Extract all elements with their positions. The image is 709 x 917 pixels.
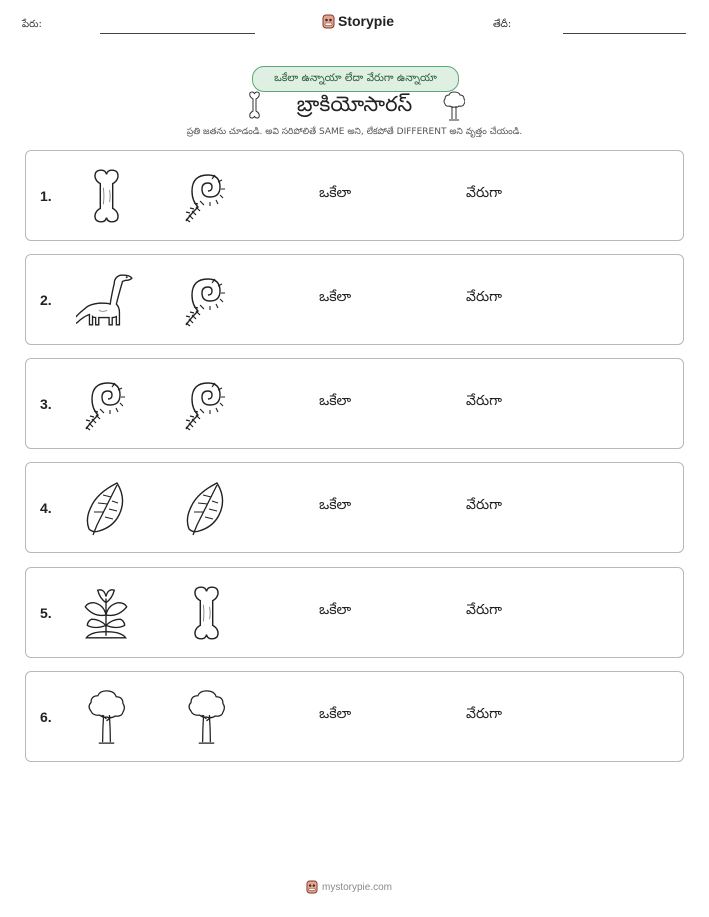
storypie-logo-icon [306,880,318,894]
question-number: 3. [40,396,52,412]
brand-name: Storypie [338,13,395,29]
same-option[interactable]: ఒకేలా [319,497,352,513]
question-number: 1. [40,188,52,204]
name-label: పేరు: [22,19,42,30]
footer [306,880,392,894]
tree-icon [187,688,226,746]
leaf-icon [83,479,129,537]
different-option[interactable]: వేరుగా [466,497,502,513]
leaf-icon [183,479,229,537]
different-option[interactable]: వేరుగా [466,393,502,409]
bone-icon [191,584,222,642]
same-option[interactable]: ఒకేలా [319,602,352,618]
bone-icon [91,167,122,225]
fern-icon [182,271,230,329]
worksheet-category-pill: ఒకేలా ఉన్నాయా లేదా వేరుగా ఉన్నాయా [252,66,459,92]
instructions: ప్రతి జతను చూడండి. అవి సరిపోలితే SAME అని, లేకపోతే DIFFERENT అని వృత్తం చేయండి. [186,127,523,137]
different-option[interactable]: వేరుగా [466,185,502,201]
brand [322,13,394,29]
plant-icon [80,584,132,642]
question-number: 2. [40,292,52,308]
question-number: 4. [40,500,52,516]
fern-icon [182,167,230,225]
question-number: 6. [40,709,52,725]
question-row [25,462,684,553]
name-line[interactable] [100,33,255,34]
same-option[interactable]: ఒకేలా [319,393,352,409]
footer-site: mystorypie.com [322,881,393,893]
date-label: తేదీ: [493,19,512,30]
same-option[interactable]: ఒకేలా [319,289,352,305]
worksheet-title: బ్రాకియోసారస్ [296,92,413,116]
tree-icon [87,688,126,746]
same-option[interactable]: ఒకేలా [319,185,352,201]
different-option[interactable]: వేరుగా [466,602,502,618]
question-row [25,358,684,449]
tree-icon [443,90,465,122]
different-option[interactable]: వేరుగా [466,706,502,722]
dinosaur-icon [76,271,136,329]
question-row [25,150,684,241]
question-row [25,254,684,345]
different-option[interactable]: వేరుగా [466,289,502,305]
date-line[interactable] [563,33,686,34]
same-option[interactable]: ఒకేలా [319,706,352,722]
fern-icon [182,375,230,433]
question-number: 5. [40,605,52,621]
fern-icon [82,375,130,433]
storypie-logo-icon [322,14,335,29]
question-row [25,567,684,658]
question-row [25,671,684,762]
